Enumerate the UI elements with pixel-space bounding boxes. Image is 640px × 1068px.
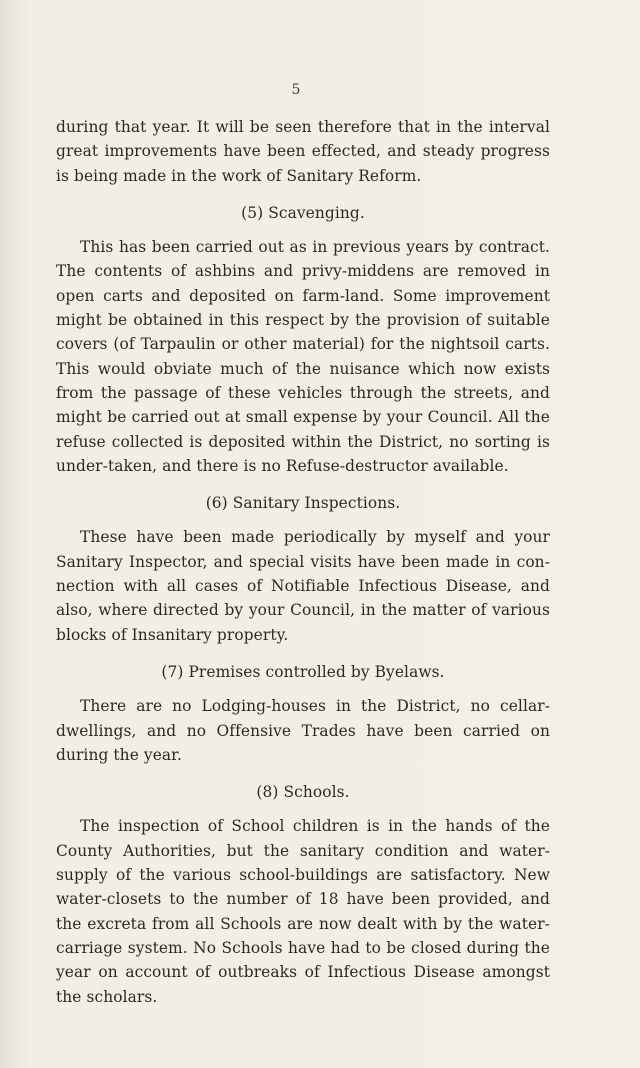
page-number: 5 [291,82,301,98]
section-body-schools: The inspection of School children is in the hands of the County Authorities, but the sanitary condition and water-supply of the various school-buildings are satisfactory. New water-closets to the number of 18 have been provided, and the excreta from all Schools are now dealt with by the water-carriage system. No Schools have had to be closed during the year on account of outbreaks of Infectious Disease amongst the scholars. [56,817,550,1006]
section-body-premises-byelaws: There are no Lodging-houses in the District, no cellar-dwellings, and no Offensive Trades have been carried on during the year. [56,697,550,764]
section-heading-sanitary-inspections: (6) Sanitary Inspections. [205,494,401,513]
document-body [56,115,550,1009]
section-heading-scavenging: (5) Scavenging. [241,203,365,222]
intro-paragraph: during that year. It will be seen therefore that in the interval great improvements have been effected, and steady progress is being made in the work of Sanitary Reform. [56,118,550,185]
section-body-sanitary-inspections: These have been made periodically by myself and your Sanitary Inspector, and special visits have been made in con-nection with all cases of Notifiable Infectious Disease, and also, where directed by your Council, in the matter of various blocks of Insanitary property. [56,528,550,644]
section-heading-schools: (8) Schools. [256,783,350,802]
section-heading-premises-byelaws: (7) Premises controlled by Byelaws. [161,662,445,681]
section-body-scavenging: This has been carried out as in previous years by contract. The contents of ashbins and privy-middens are removed in open carts and deposited on farm-land. Some improvement might be obtained in this respect by the provision of suitable covers (of Tarpaulin or other material) for the nightsoil carts. This would obviate much of the nuisance which now exists from the passage of these vehicles through the streets, and might be carried out at small expense by your Council. All the refuse collected is deposited within the District, no sorting is under-taken, and there is no Refuse-destructor available. [56,238,550,475]
